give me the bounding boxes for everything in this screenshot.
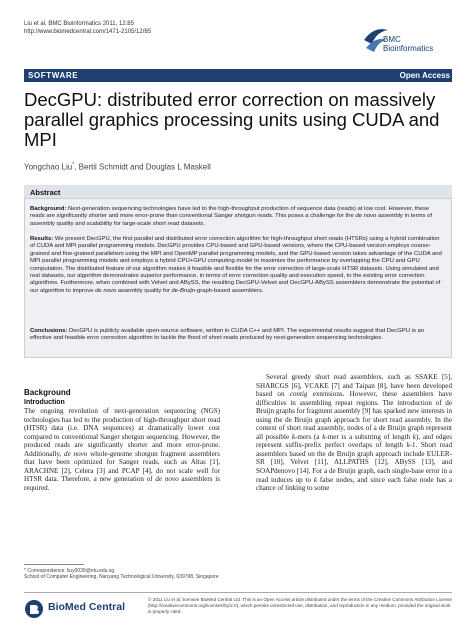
right-italic-5: k	[406, 441, 410, 450]
right-italic-2: k	[291, 432, 296, 441]
right-text-5: ), and edges represent suffix-prefix perfect overlaps of length	[256, 432, 452, 450]
correspondence-email[interactable]: * Correspondence: liuy0039@ntu.edu.sg	[24, 568, 115, 574]
right-text-1: Several greedy short read assemblers, such as SSAKE [5], SHARCGS [6], VCAKE [7] and Taipan [8], have been developed based on	[256, 373, 452, 399]
citation-url[interactable]: http://www.biomedcentral.com/1471-2105/12/85	[24, 29, 152, 35]
background-text: Next-generation sequencing technologies have led to the high-throughput production of sequence data (reads) at low cost. However, these reads are significantly shorter and more error-prone than conventional Sanger shotgun reads. This poses a challenge for the	[30, 206, 430, 220]
right-text-2: extensions. However, these assemblers have difficulties in assembling repeat regions. The introduction of de Bruijn graphs for fragment assembly [9] has sparked new interests in using the de Bruijn graph approach for short read assembly. In the context of short read assembly, nodes of a de Bruijn graph represent all possible	[256, 390, 452, 441]
corresponding-marker: *	[72, 162, 75, 168]
article-type-label: SOFTWARE	[28, 71, 79, 80]
conclusions-label: Conclusions:	[30, 328, 68, 334]
author-list	[24, 160, 211, 173]
results-label: Results:	[30, 236, 54, 242]
citation-line: Liu et al. BMC Bioinformatics 2011, 12:85	[24, 21, 134, 27]
abstract-background	[30, 206, 444, 228]
right-text-4: -mer is a substring of length	[325, 432, 413, 441]
abstract-header-bar	[24, 185, 452, 199]
paper-title: DecGPU: distributed error correction on massively parallel graphics processing units using CUDA and MPI	[24, 89, 440, 150]
left-paragraph	[24, 407, 220, 492]
author-rest: , Bertil Schmidt and Douglas L Maskell	[74, 162, 211, 172]
abstract-conclusions	[30, 328, 444, 343]
footnote-divider	[24, 564, 84, 565]
publisher-name: BioMed Central	[48, 601, 126, 613]
footer-divider	[24, 592, 452, 593]
license-text: © 2011 Liu et al; licensee BioMed Central Ltd. This is an Open Access article distributed under the terms of the Creative Commons Attribution License (http://creativecommons.org/licenses/by/2.0), which permits unrestricted use, distribution, and reproduction in any medium, provided the original work is properly cited.	[148, 597, 453, 614]
subsection-heading-introduction: Introduction	[24, 399, 65, 406]
journal-name	[383, 35, 433, 53]
left-italic-2: de novo	[155, 475, 179, 484]
abstract-heading: Abstract	[30, 188, 61, 197]
correspondence-footnote	[24, 568, 220, 580]
results-text-3: -graph-based assemblers.	[195, 287, 264, 294]
biomed-central-logo-icon	[24, 599, 44, 619]
citation-block	[24, 20, 151, 36]
left-text-1: The ongoing revolution of next-generation sequencing (NGS) technologies has led to the production of high-throughput short read (HTSR) data (i.e. DNA sequences) at dramatically lower cost compared to conventional Sanger shotgun sequencing. However, the produced reads are significantly shorter and more error-prone. Additionally,	[24, 407, 220, 458]
journal-logo-line2: Bioinformatics	[383, 44, 434, 53]
article-type-banner	[24, 69, 452, 82]
body-right-column	[256, 373, 452, 493]
background-italic: de novo	[355, 213, 377, 220]
right-paragraph	[256, 373, 452, 493]
right-italic-1: contig	[289, 390, 308, 399]
background-label: Background:	[30, 206, 67, 212]
results-italic-2: de-Bruijn	[171, 287, 196, 294]
right-italic-4: k	[412, 432, 416, 441]
right-text-3: -mers (a	[295, 432, 323, 441]
results-text-2: assembly quality for	[116, 287, 172, 294]
background-text-2: assembly in terms of assembly quality and scalability for large-scale short read datasets.	[30, 213, 432, 227]
results-text: We present DecGPU, the first parallel and distributed error correction algorithm for high-throughput short reads (HTSRs) using a hybrid combination of CUDA and MPI parallel programming models. DecGPU provides CPU-based and GPU-based versions, where the CPU-based version employs coarse-grained and fine-grained parallelism using the MPI and OpenMP parallel programming models, and the GPU-based version takes advantage of the CUDA and MPI parallel programming models and employs a hybrid CPU+GPU computing model to maximize the performance by overlapping the CPU and GPU computation. The distributed feature of our algorithm makes it feasible and flexible for the error correction of large-scale HTSR datasets. Using simulated and real datasets, our algorithm demonstrates superior performance, in terms of error correction quality and execution speed, to the existing error correction algorithms. Furthermore, when combined with Velvet and ABySS, the resulting DecGPU-Velvet and DecGPU-ABySS assemblers demonstrate the potential of our algorithm to improve	[30, 236, 442, 294]
right-text-6: -1. Short read assemblers based on the de Bruijn graph approach include EULER-SR [10], Velvet [11], ALLPATHS [12], ABySS [13], and SOAPdenovo [14]. For a de Bruijn graph, each single-base error in a read induces up to	[256, 441, 452, 484]
body-left-column	[24, 388, 220, 492]
left-text-2: whole-genome shotgun fragment assemblers that have been optimized for Sanger reads, such as Altas [1], ARACHNE [2], Celera [3] and PCAP [4], do not scale well for HTSR data. Therefore, a new generation of	[24, 449, 221, 484]
author-first: Yongchao Liu	[24, 162, 73, 172]
open-access-label: Open Access	[399, 71, 450, 80]
right-italic-6: k	[313, 475, 318, 484]
results-italic: de novo	[95, 287, 117, 294]
abstract-results	[30, 236, 444, 295]
journal-logo-line1: BMC	[383, 35, 401, 44]
left-italic-1: de novo	[64, 449, 88, 458]
right-text-7: false nodes, and since each false node has a chance of linking to some	[256, 475, 452, 493]
conclusions-text: DecGPU is publicly available open-source software, written in CUDA C++ and MPI. The experimental results suggest that DecGPU is an effective and feasible error correction algorithm to tackle the flood of short reads produced by next-generation sequencing technologies.	[30, 328, 425, 342]
affiliation: School of Computer Engineering, Nanyang Technological University, 639798, Singapore	[24, 574, 219, 581]
left-text-3: assemblers is required.	[24, 475, 220, 492]
right-italic-3: k	[322, 432, 326, 441]
section-heading-background: Background	[24, 388, 71, 397]
